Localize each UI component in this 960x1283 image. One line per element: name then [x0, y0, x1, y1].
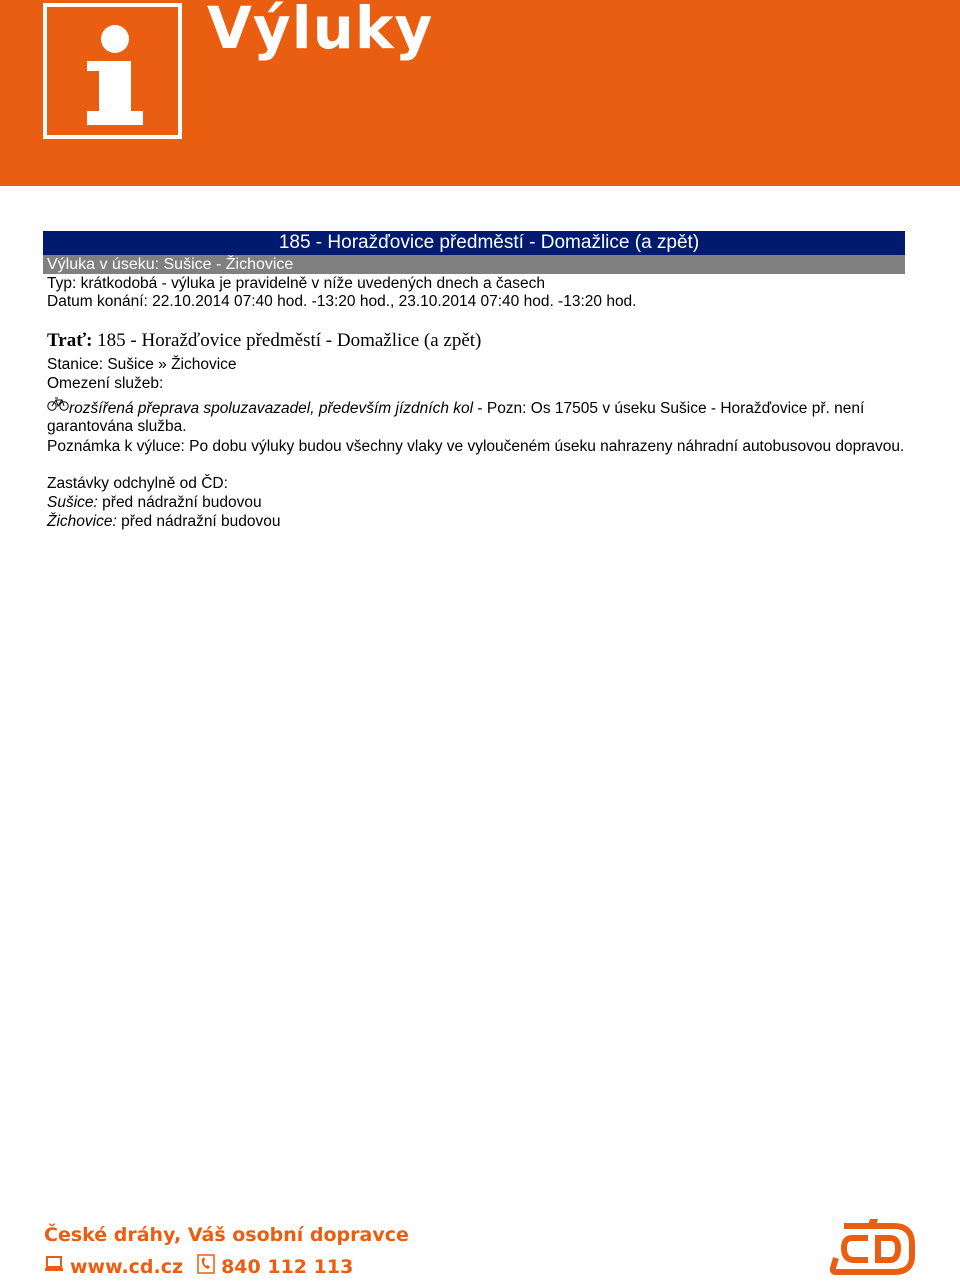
footer-web-link[interactable]: www.cd.cz — [70, 1255, 184, 1278]
note-label: Poznámka k výluce: — [47, 438, 185, 455]
stop-place: před nádražní budovou — [102, 494, 262, 511]
footer-contacts — [44, 1254, 353, 1279]
track-label: Trať: — [47, 330, 93, 351]
date-label: Datum konání: — [47, 293, 148, 310]
stop-item — [47, 494, 262, 512]
phone-icon — [197, 1254, 215, 1279]
date-value: 22.10.2014 07:40 hod. -13:20 hod., 23.10.2014 07:40 hod. -13:20 hod. — [152, 293, 637, 310]
stop-place: před nádražní budovou — [121, 513, 281, 530]
cd-logo — [830, 1216, 916, 1276]
footer-slogan: České dráhy, Váš osobní dopravce — [44, 1224, 409, 1246]
info-icon — [43, 3, 182, 139]
restrictions-label: Omezení služeb: — [47, 375, 164, 392]
header-band — [0, 0, 960, 186]
note-value: Po dobu výluky budou všechny vlaky ve vyloučeném úseku nahrazeny náhradní autobusovou dopravou. — [189, 438, 905, 455]
stations-label: Stanice: — [47, 356, 104, 373]
stop-station: Žichovice: — [47, 513, 117, 530]
restriction-item — [47, 400, 907, 436]
stations-row — [47, 356, 237, 374]
type-value: krátkodobá - výluka je pravidelně v níže uvedených dnech a časech — [80, 275, 546, 292]
type-row — [47, 275, 545, 293]
stop-station: Sušice: — [47, 494, 98, 511]
computer-icon — [44, 1255, 64, 1278]
type-label: Typ: — [47, 275, 77, 292]
restriction-italic: rozšířená přeprava spoluzavazadel, především jízdních kol — [69, 400, 474, 417]
stop-item — [47, 513, 281, 531]
note-row — [47, 438, 907, 456]
footer-phone: 840 112 113 — [221, 1255, 354, 1278]
restriction-rest: - Pozn: Os 17505 v úseku Sušice - Horažďovice př. není garantována služba. — [47, 400, 865, 435]
track-row — [47, 330, 481, 352]
bicycle-icon — [47, 396, 69, 412]
section-bar: Výluka v úseku: Sušice - Žichovice — [43, 255, 905, 274]
route-title-bar: 185 - Horažďovice předměstí - Domažlice (a zpět) — [43, 231, 905, 255]
date-row — [47, 293, 637, 311]
stops-label: Zastávky odchylně od ČD: — [47, 475, 228, 492]
track-value: 185 - Horažďovice předměstí - Domažlice (a zpět) — [97, 330, 482, 351]
stations-value: Sušice » Žichovice — [107, 356, 237, 373]
page-title: Výluky — [207, 0, 434, 62]
